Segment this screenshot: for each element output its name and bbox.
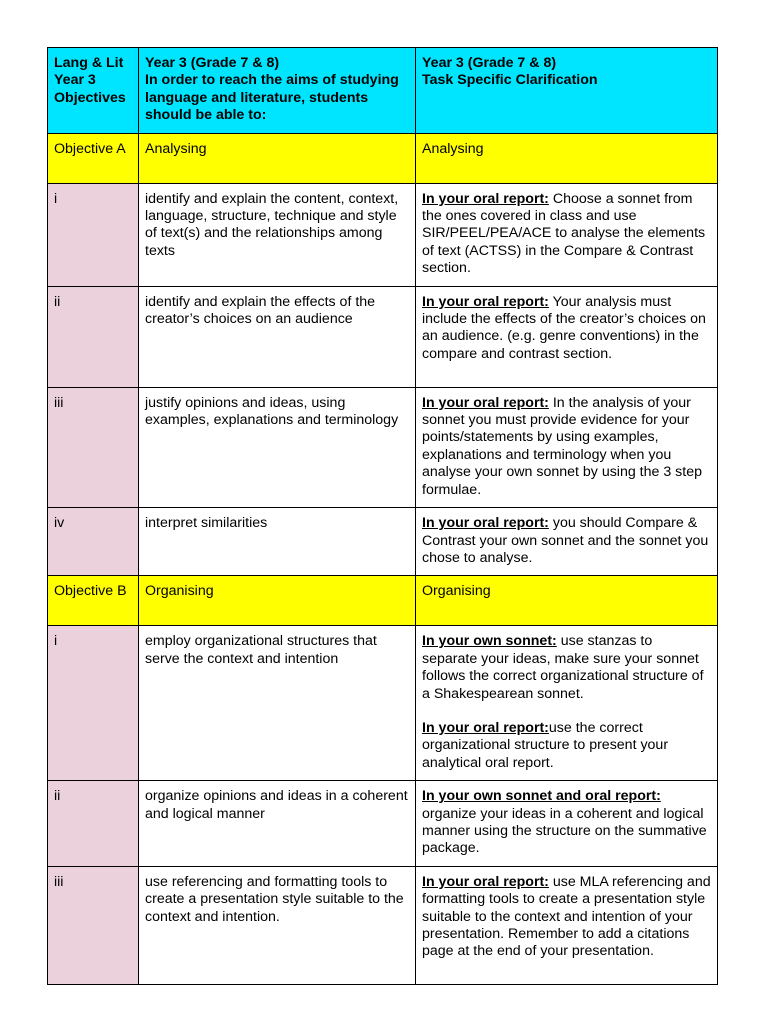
objective-text: use referencing and formatting tools to create a presentation style suitable to the context and intention. <box>139 866 416 984</box>
clarification-lead: In your own sonnet: <box>422 633 557 650</box>
objective-text: employ organizational structures that serve the context and intention <box>139 626 416 781</box>
clarification-text: Your analysis must include the effects of the creator’s choices on an audience. (e.g. genre conventions) in the compare and contrast section. <box>422 293 706 362</box>
row-number: ii <box>48 781 139 867</box>
clarification-lead-2: In your oral report: <box>422 719 549 736</box>
header-col1-line3: Objectives <box>54 89 126 106</box>
clarification-text: use MLA referencing and formatting tools to create a presentation style suitable to the context and intention of your presentation. Remember to add a citations page at the end of your presentation. <box>422 873 711 960</box>
clarification-cell <box>416 626 718 781</box>
header-clarification-cell <box>416 48 718 134</box>
clarification-lead: In your oral report: <box>422 515 549 532</box>
clarification-lead: In your oral report: <box>422 293 549 310</box>
row-number: iii <box>48 866 139 984</box>
row-number: iii <box>48 387 139 507</box>
objective-b-title: Organising <box>139 576 416 626</box>
table-row <box>48 508 718 576</box>
table-row <box>48 866 718 984</box>
table-row <box>48 387 718 507</box>
objective-a-title: Analysing <box>139 133 416 183</box>
table-row <box>48 781 718 867</box>
clarification-text: use stanzas to separate your ideas, make sure your sonnet follows the correct organizational structure of a Shakespearean sonnet. <box>422 633 704 702</box>
row-number: ii <box>48 286 139 387</box>
objective-a-row <box>48 133 718 183</box>
clarification-lead: In your own sonnet and oral report: <box>422 788 661 805</box>
row-number: i <box>48 626 139 781</box>
header-col2-line2: In order to reach the aims of studying language and literature, students should be able to: <box>145 72 399 124</box>
objective-text: justify opinions and ideas, using examples, explanations and terminology <box>139 387 416 507</box>
clarification-lead: In your oral report: <box>422 873 549 890</box>
header-col3-line1: Year 3 (Grade 7 & 8) <box>422 55 557 71</box>
table-row <box>48 626 718 781</box>
paragraph-gap <box>422 703 711 720</box>
objectives-table <box>47 47 718 985</box>
header-objectives-cell <box>48 48 139 134</box>
clarification-text-2: use the correct organizational structure to present your analytical oral report. <box>422 719 669 771</box>
objective-text: identify and explain the content, context, language, structure, technique and style of text(s) and the relationships among texts <box>139 183 416 286</box>
header-col3-line2: Task Specific Clarification <box>422 72 598 89</box>
objective-text: organize opinions and ideas in a coherent and logical manner <box>139 781 416 867</box>
objective-text: identify and explain the effects of the creator’s choices on an audience <box>139 286 416 387</box>
row-number: iv <box>48 508 139 576</box>
clarification-cell <box>416 387 718 507</box>
clarification-lead: In your oral report: <box>422 394 549 411</box>
table-row <box>48 183 718 286</box>
objective-a-clarification: Analysing <box>416 133 718 183</box>
objective-b-row <box>48 576 718 626</box>
clarification-lead: In your oral report: <box>422 190 549 207</box>
clarification-cell <box>416 183 718 286</box>
objective-b-label: Objective B <box>48 576 139 626</box>
row-number: i <box>48 183 139 286</box>
table-row <box>48 286 718 387</box>
clarification-text: Choose a sonnet from the ones covered in class and use SIR/PEEL/PEA/ACE to analyse the elements of text (ACTSS) in the Compare & Contrast section. <box>422 190 706 277</box>
header-row <box>48 48 718 134</box>
objective-text: interpret similarities <box>139 508 416 576</box>
clarification-cell <box>416 286 718 387</box>
header-col1-line2: Year 3 <box>54 72 96 89</box>
clarification-cell <box>416 866 718 984</box>
header-col1-line1: Lang & Lit <box>54 55 124 71</box>
header-col2-line1: Year 3 (Grade 7 & 8) <box>145 55 280 71</box>
clarification-cell <box>416 781 718 867</box>
clarification-cell <box>416 508 718 576</box>
clarification-text: organize your ideas in a coherent and logical manner using the structure on the summative package. <box>422 805 707 857</box>
clarification-text: you should Compare & Contrast your own sonnet and the sonnet you chose to analyse. <box>422 515 709 566</box>
objective-b-clarification: Organising <box>416 576 718 626</box>
header-aims-cell <box>139 48 416 134</box>
clarification-text: In the analysis of your sonnet you must provide evidence for your points/statements by using examples, explanations and terminology when you analyse your own sonnet by using the 3 step formulae. <box>422 394 702 498</box>
objective-a-label: Objective A <box>48 133 139 183</box>
